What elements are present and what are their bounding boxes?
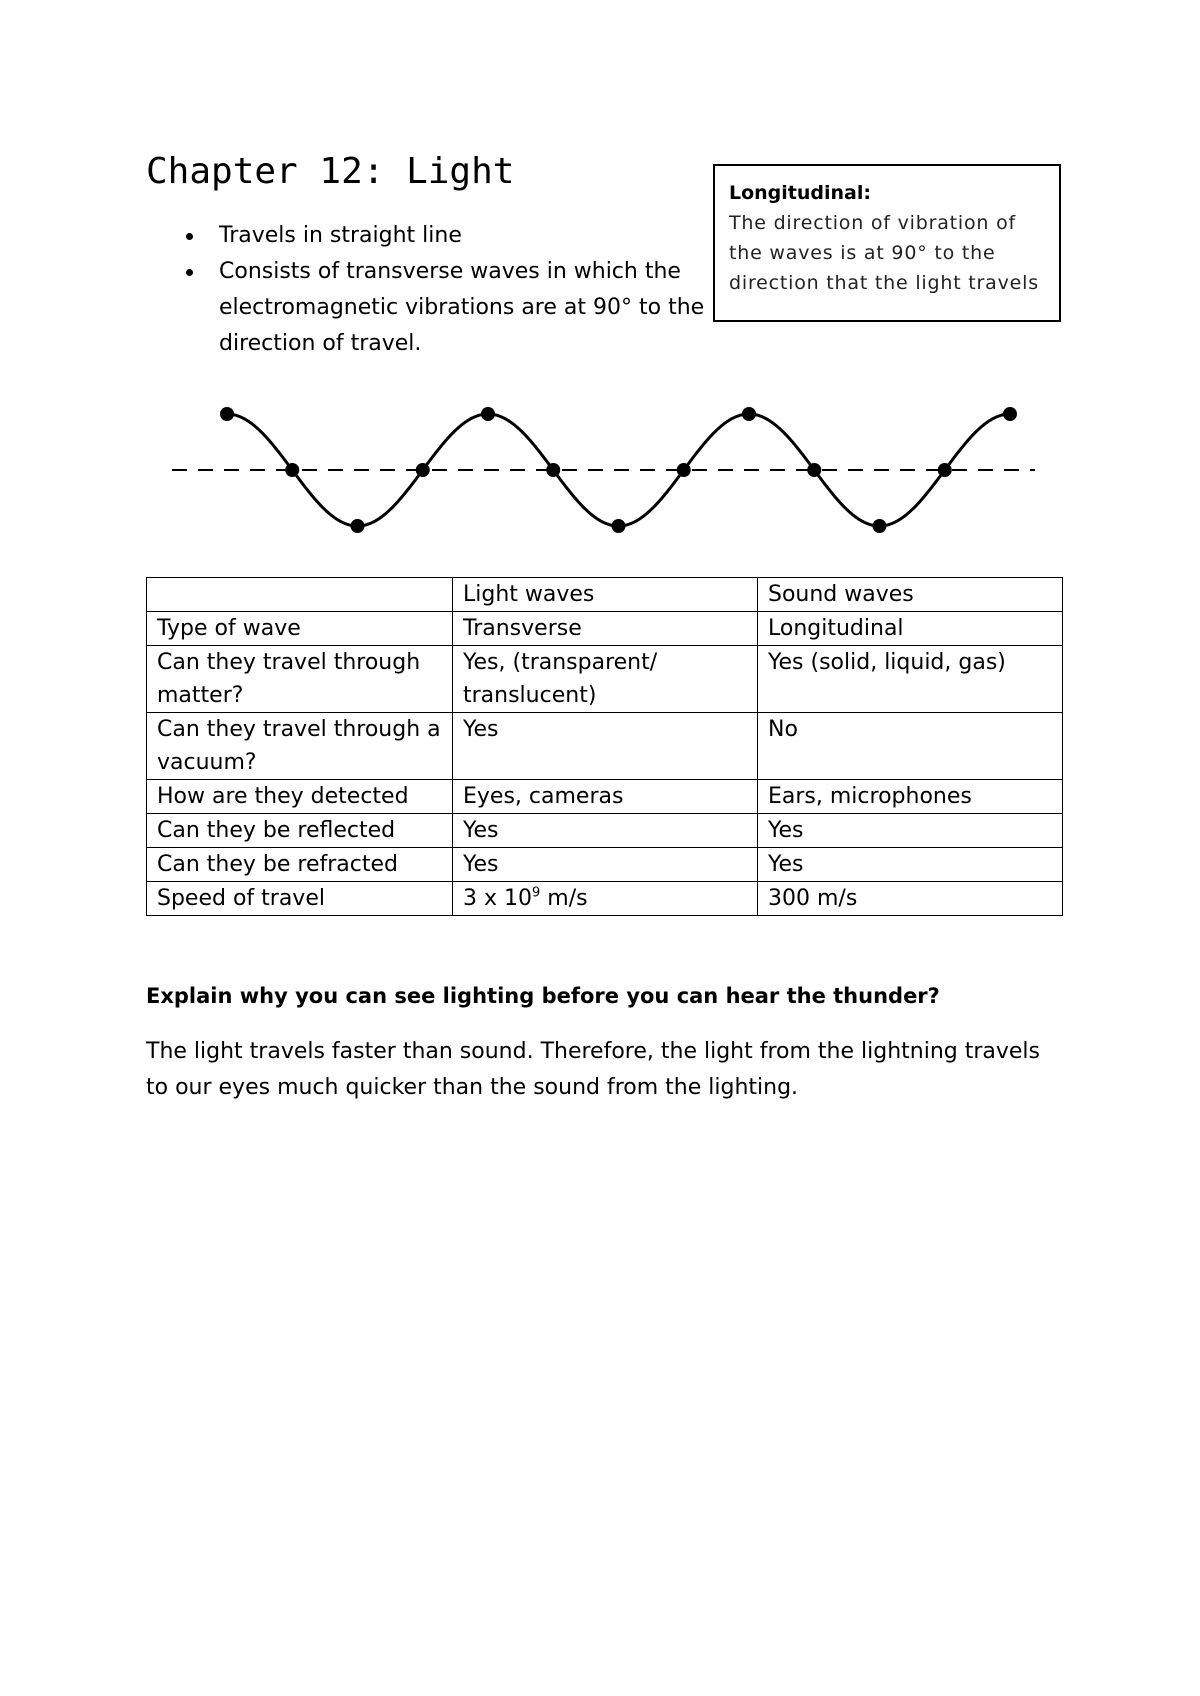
definition-title: Longitudinal: [729, 182, 871, 204]
transverse-wave-diagram [0, 0, 1200, 560]
table-cell: Can they travel through matter? [147, 646, 453, 713]
wave-point [481, 407, 495, 421]
table-cell: Can they travel through a vacuum? [147, 713, 453, 780]
question-text: Explain why you can see lighting before you can hear the thunder? [146, 984, 940, 1008]
wave-point [938, 463, 952, 477]
wave-point [546, 463, 560, 477]
table-cell [147, 578, 453, 612]
table-cell: Yes [758, 814, 1063, 848]
wave-point [1003, 407, 1017, 421]
table-cell: 300 m/s [758, 882, 1063, 916]
table-cell: Yes [453, 814, 758, 848]
table-row [147, 713, 1063, 780]
bullet-text: Travels in straight line [219, 223, 462, 248]
table-cell: Yes, (transparent/ translucent) [453, 646, 758, 713]
wave-point [285, 463, 299, 477]
bullet-text: Consists of transverse waves in which the electromagnetic vibrations are at 90° to the direction of travel. [219, 259, 705, 356]
wave-point [612, 519, 626, 533]
table-cell [453, 882, 758, 916]
wave-point [416, 463, 430, 477]
speed-exponent: 9 [532, 885, 541, 901]
table-row [147, 882, 1063, 916]
wave-point [220, 407, 234, 421]
table-row [147, 646, 1063, 713]
comparison-table [146, 577, 1063, 916]
answer-text: The light travels faster than sound. Therefore, the light from the lightning travels to our eyes much quicker than the sound from the lighting. [146, 1039, 1041, 1100]
definition-text: The direction of vibration of the waves is at 90° to the direction that the light travels [729, 212, 1039, 294]
table-header-cell: Sound waves [758, 578, 1063, 612]
table-cell: No [758, 713, 1063, 780]
page-title: Chapter 12: Light [146, 151, 515, 192]
speed-base: 3 x 10 [463, 886, 532, 911]
table-header-cell: Light waves [453, 578, 758, 612]
wave-point [351, 519, 365, 533]
table-header-row [147, 578, 1063, 612]
wave-point [807, 463, 821, 477]
table-cell: How are they detected [147, 780, 453, 814]
table-cell: Yes [758, 848, 1063, 882]
wave-point [742, 407, 756, 421]
table-cell: Yes (solid, liquid, gas) [758, 646, 1063, 713]
table-cell: Yes [453, 848, 758, 882]
table-row [147, 814, 1063, 848]
table-cell: Eyes, cameras [453, 780, 758, 814]
table-cell: Ears, microphones [758, 780, 1063, 814]
table-cell: Longitudinal [758, 612, 1063, 646]
wave-point [873, 519, 887, 533]
table-cell: Transverse [453, 612, 758, 646]
table-cell: Speed of travel [147, 882, 453, 916]
table-row [147, 780, 1063, 814]
wave-point [677, 463, 691, 477]
table-cell: Can they be reflected [147, 814, 453, 848]
speed-unit: m/s [540, 886, 588, 911]
table-cell: Type of wave [147, 612, 453, 646]
table-row [147, 848, 1063, 882]
table-cell: Yes [453, 713, 758, 780]
table-cell: Can they be refracted [147, 848, 453, 882]
table-row [147, 612, 1063, 646]
